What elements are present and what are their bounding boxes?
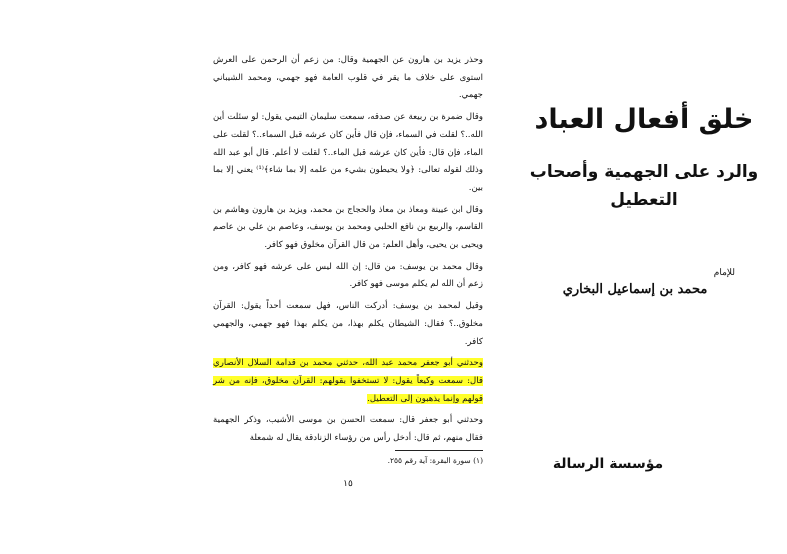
footnote: (١) سورة البقرة: آية رقم ٢٥٥. — [387, 456, 483, 465]
cover-page — [500, 0, 787, 554]
highlighted-text[interactable]: وحدثني أبو جعفر محمد عبد الله، حدثني محمد بن قدامة السلال الأنصاري قال: سمعت وكيعاً يقول: لا تستخفوا بقولهم: القرآن مخلوق، فإنه من شر قولهم وإنما يذهبون إلى التعطيل. — [213, 358, 483, 404]
paragraph: وقال ابن عيينة ومعاذ بن معاذ والحجاج بن محمد، ويزيد بن هارون وهاشم بن القاسم، والربيع بن نافع الحلبي ومحمد بن يوسف، وعاصم بن علي بن عاصم ويحيى بن يحيى، وأهل العلم: من قال القرآن مخلوق فهو كافر. — [213, 204, 483, 251]
highlighted-paragraph[interactable] — [213, 355, 483, 408]
paragraph: وقال ضمرة بن ربيعة عن صدقه، سمعت سليمان التيمي يقول: لو سئلت أين الله..؟ لقلت في السماء، فإن قال فأين كان عرشه قبل السماء..؟ لقلت على الماء، فإن قال: فأين كان عرشه قبل الماء..؟ لقلت لا أعلم. قال أبو عبد الله وذلك لقوله تعالى: ﴿ولا يحيطون بشيء من علمه إلا بما شاء﴾⁽¹⁾ يعني إلا بما بين. — [213, 112, 483, 193]
text-page — [213, 52, 483, 512]
paragraph: وحذر يزيد بن هارون عن الجهمية وقال: من زعم أن الرحمن على العرش استوى على خلاف ما يقر في قلوب العامة فهو جهمي، ومحمد الشيباني جهمي. — [213, 55, 483, 101]
paragraph: وقيل لمحمد بن يوسف: أدركت الناس، فهل سمعت أحداً يقول: القرآن مخلوق..؟ فقال: الشيطان يكلم بهذا، من يكلم بهذا فهو جهمي، والجهمي كافر. — [213, 301, 483, 347]
footnote-divider — [395, 450, 483, 451]
author-name: محمد بن إسماعيل البخاري — [562, 282, 708, 297]
publisher-logo: مؤسسة الرسالة — [552, 456, 664, 472]
author-prefix: للإمام — [713, 268, 735, 278]
page-number: ١٥ — [343, 479, 353, 489]
paragraph: وقال محمد بن يوسف: من قال: إن الله ليس على عرشه فهو كافر، ومن زعم أن الله لم يكلم موسى فهو كافر. — [213, 261, 483, 290]
book-title: خلق أفعال العباد — [534, 104, 754, 135]
paragraph: وحدثني أبو جعفر قال: سمعت الحسن بن موسى الأشيب، وذكر الجهمية فقال منهم، ثم قال: أدخل رأس من رؤساء الزنادقة يقال له شمعلة — [213, 415, 483, 444]
book-subtitle: والرد على الجهمية وأصحاب التعطيل — [529, 162, 759, 210]
